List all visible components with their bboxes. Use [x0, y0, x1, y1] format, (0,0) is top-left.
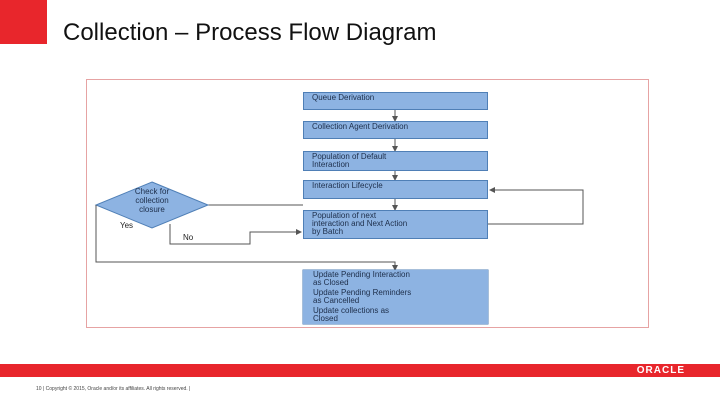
final-step-update-pending-reminders: Update Pending Reminders as Cancelled [303, 288, 488, 306]
footer-separator-end: | [189, 386, 191, 392]
step-queue-derivation: Queue Derivation [303, 92, 488, 110]
step-population-next-interaction: Population of next interaction and Next Action by Batch [303, 210, 488, 239]
decision-label: Check for collection closure [134, 187, 170, 214]
slide-title: Collection – Process Flow Diagram [63, 19, 437, 46]
step-collection-agent-derivation: Collection Agent Derivation [303, 121, 488, 139]
oracle-logo: ORACLE [636, 365, 685, 376]
yes-label: Yes [120, 221, 134, 230]
footer-separator: | [42, 386, 46, 392]
step-interaction-lifecycle: Interaction Lifecycle [303, 180, 488, 199]
copyright-text: Copyright © 2015, Oracle and/or its affiliates. All rights reserved. [45, 386, 188, 392]
footer-red-bar [0, 364, 720, 377]
no-label: No [183, 233, 194, 242]
step-population-default-interaction: Population of Default Interaction [303, 151, 488, 171]
slide-footer [36, 386, 190, 392]
final-step-update-collections: Update collections as Closed [303, 306, 488, 324]
final-step-update-pending-interaction: Update Pending Interaction as Closed [303, 270, 488, 288]
page-number: 10 [36, 386, 42, 392]
loop-back-arrow [488, 190, 583, 224]
